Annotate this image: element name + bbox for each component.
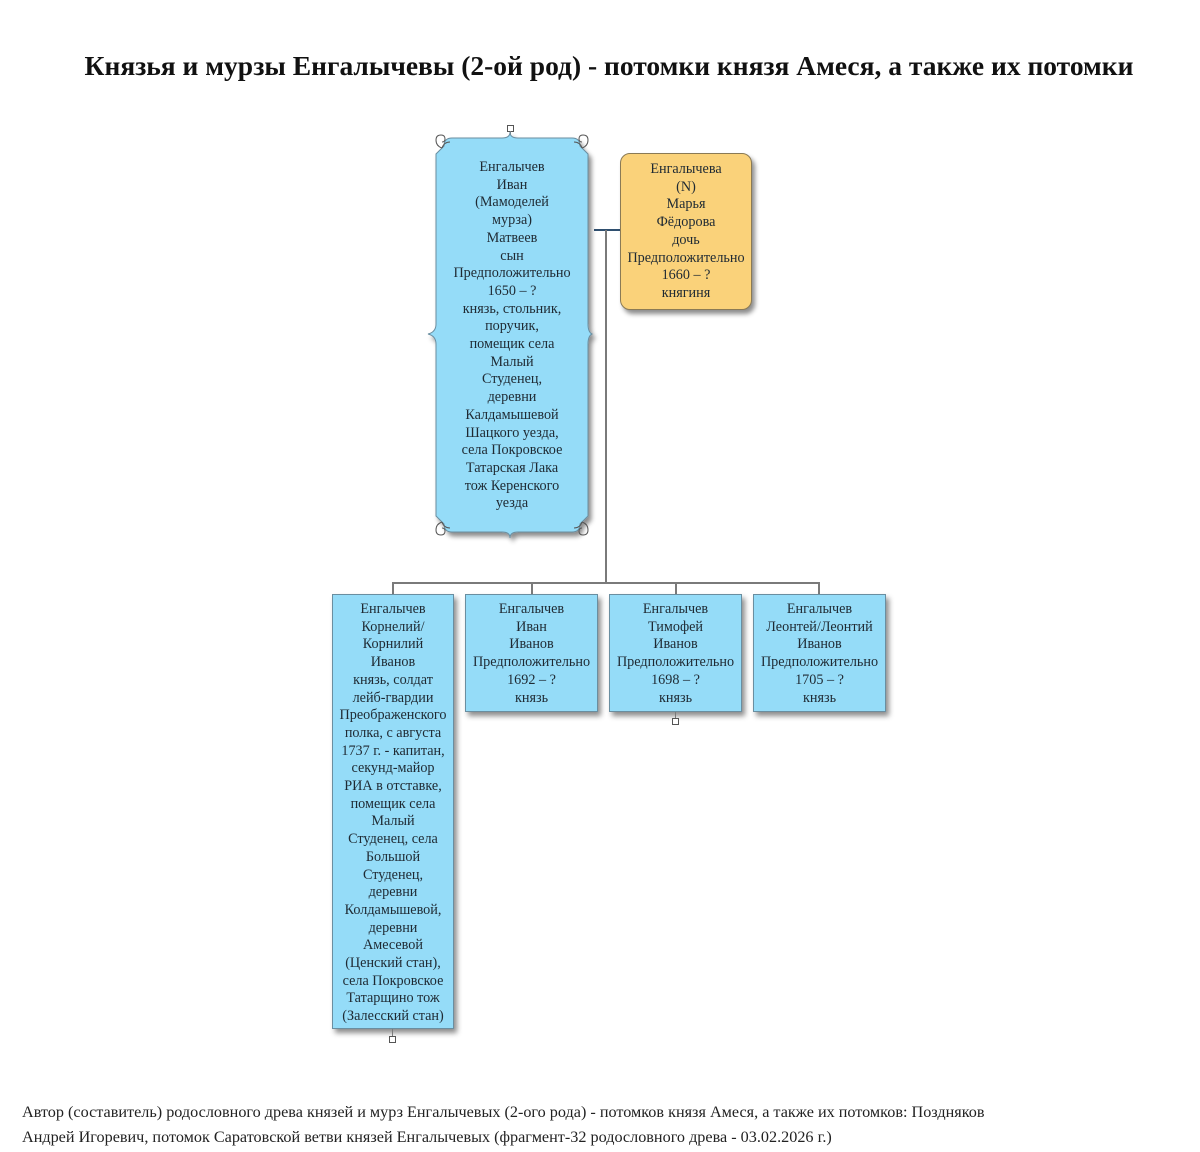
description-line: Амесевой [363, 937, 423, 954]
name-line: Иванов [509, 636, 554, 653]
description-line: лейб-гвардии [352, 689, 434, 706]
description-line: РИА в отставке, [344, 778, 442, 795]
dates-value: 1660 – ? [661, 267, 711, 284]
name-line: мурза) [492, 212, 532, 229]
name-line: Енгалычев [498, 601, 565, 617]
expand-descendants-handle-3[interactable] [672, 718, 679, 725]
dates-label: Предположительно [616, 654, 735, 671]
description-line: села Покровское [342, 972, 444, 989]
name-line: Енгалычев [479, 159, 545, 175]
descendants-trunk [605, 230, 607, 583]
author-credit [22, 1100, 1182, 1150]
dates-label: Предположительно [472, 654, 591, 671]
name-line: Иван [496, 176, 528, 193]
dates-label: Предположительно [453, 265, 571, 282]
description-line: тож Керенского [464, 477, 560, 494]
root-person-card[interactable] [424, 124, 600, 546]
dates-label: Предположительно [627, 249, 745, 266]
name-line: Марья [666, 196, 706, 213]
name-line: (N) [676, 178, 696, 195]
name-line: (Мамоделей [475, 194, 549, 211]
title-line: князь [514, 689, 549, 706]
description-line: (Ценский стан), [345, 955, 441, 972]
name-line: Иван [516, 618, 547, 635]
author-credit-line-1: Автор (составитель) родословного древа князей и мурз Енгалычевых (2-ого рода) - потомков князя Амеся, а также их потомков: Поздняков [22, 1103, 985, 1121]
name-line: Енгалычев [786, 601, 853, 617]
description-line: 1737 г. - капитан, [341, 742, 445, 759]
dates-value: 1692 – ? [507, 671, 556, 688]
name-line: Леонтей/Леонтий [766, 618, 873, 635]
description-line: полка, с августа [344, 724, 442, 741]
name-line: Енгалычев [642, 601, 709, 617]
description-line: Малый [371, 813, 415, 830]
description-line: Студенец, [362, 866, 424, 883]
name-line: Енгалычева [650, 161, 722, 177]
dates-value: 1705 – ? [795, 671, 844, 688]
description-line: Колдамышевой, [344, 901, 442, 918]
name-line: Иванов [797, 636, 842, 653]
description-line: Шацкого уезда, [465, 424, 559, 441]
description-line: Калдамышевой [465, 406, 559, 423]
children-bus [392, 582, 820, 584]
child-card-leontey[interactable] [753, 594, 886, 712]
name-line: Фёдорова [656, 214, 716, 231]
dates-value: 1698 – ? [651, 671, 700, 688]
root-person-text [428, 159, 596, 513]
description-line: Малый [490, 353, 534, 370]
name-line: Тимофей [647, 618, 704, 635]
description-line: секунд-майор [351, 760, 435, 777]
spouse-card[interactable] [620, 153, 752, 310]
name-line: Иванов [370, 654, 416, 671]
description-line: Студенец, села [348, 831, 438, 848]
description-line: Большой [365, 848, 421, 865]
child-card-timofey[interactable] [609, 594, 742, 712]
name-line: Иванов [653, 636, 698, 653]
dates-value: 1650 – ? [487, 282, 537, 299]
relation-line: дочь [672, 231, 700, 248]
description-line: Студенец, [481, 371, 543, 388]
description-line: деревни [368, 884, 418, 901]
description-line: уезда [495, 495, 529, 512]
relation-line: сын [500, 247, 524, 264]
description-line: помещик села [350, 795, 436, 812]
title-line: князь [802, 689, 837, 706]
author-credit-line-2: Андрей Игоревич, потомок Саратовской ветви князей Енгалычевых (фрагмент-32 родословного древа - 03.02.2026 г.) [22, 1128, 832, 1146]
description-line: Татарская Лака [465, 459, 559, 476]
expand-descendants-handle-1[interactable] [389, 1036, 396, 1043]
description-line: Преображенского [339, 707, 447, 724]
name-line: Матвеев [486, 229, 538, 246]
page-title: Князья и мурзы Енгалычевы (2-ой род) - потомки князя Амеся, а также их потомки [84, 50, 1134, 81]
description-line: князь, стольник, [462, 300, 562, 317]
description-line: князь, солдат [353, 671, 433, 688]
description-line: деревни [368, 919, 418, 936]
description-line: помещик села [469, 336, 555, 353]
description-line: (Залесский стан) [342, 1008, 444, 1025]
description-line: деревни [487, 389, 537, 406]
name-line: Корнелий/ [361, 618, 425, 635]
description-line: поручик, [485, 318, 539, 335]
description-line: села Покровское [461, 442, 563, 459]
dates-label: Предположительно [760, 654, 879, 671]
title-line: князь [658, 689, 693, 706]
description-line: Татарщино тож [346, 990, 440, 1007]
child-card-ivan[interactable] [465, 594, 598, 712]
name-line: Енгалычев [360, 601, 426, 617]
child-card-korneliy[interactable] [332, 594, 454, 1029]
name-line: Корнилий [362, 636, 424, 653]
title-line: княгиня [661, 284, 711, 301]
